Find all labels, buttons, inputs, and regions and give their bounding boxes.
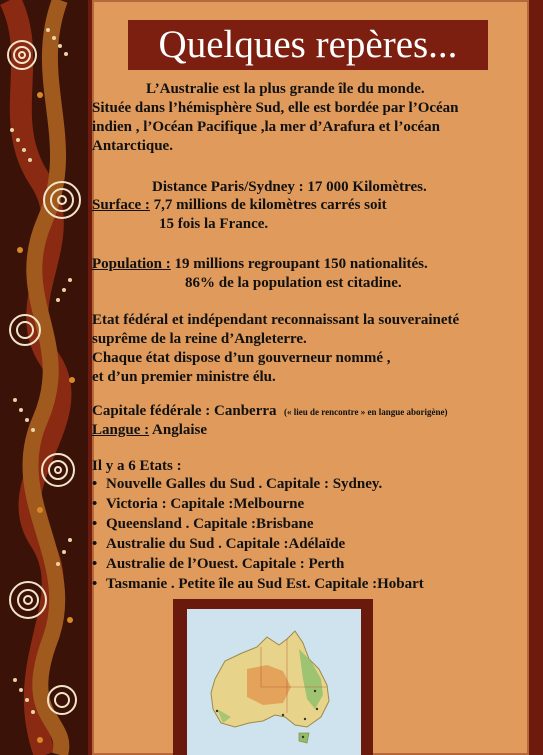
capital-line	[92, 402, 447, 422]
capital-text: Capitale fédérale : Canberra	[92, 403, 277, 419]
states-heading: Il y a 6 Etats :	[92, 458, 182, 474]
intro-line-1: L’Australie est la plus grande île du monde.	[146, 81, 425, 97]
map-frame	[173, 599, 373, 755]
language-line	[92, 421, 207, 440]
population-line-2: 86% de la population est citadine.	[185, 275, 402, 291]
list-item: • Nouvelle Galles du Sud . Capitale : Sydney.	[92, 476, 383, 492]
population-line-1	[92, 255, 428, 274]
government-line-1: Etat fédéral et indépendant reconnaissant la souveraineté	[92, 312, 460, 328]
right-frame	[529, 0, 543, 755]
list-item: • Australie du Sud . Capitale :Adélaïde	[92, 536, 346, 552]
population-label: Population :	[92, 256, 171, 272]
intro-line-3: indien , l’Océan Pacifique ,la mer d’Arafura et l’océan	[92, 119, 441, 135]
surface-line-1	[92, 196, 387, 215]
language-value: Anglaise	[149, 422, 208, 438]
government-line-4: et d’un premier ministre élu.	[92, 369, 276, 385]
aboriginal-art-border	[0, 0, 88, 755]
capital-note: (« lieu de rencontre » en langue aborigène)	[284, 407, 448, 417]
intro-line-2: Située dans l’hémisphère Sud, elle est bordée par l’Océan	[92, 100, 459, 116]
distance-text: Distance Paris/Sydney : 17 000 Kilomètres.	[152, 179, 427, 195]
list-item: • Queensland . Capitale :Brisbane	[92, 516, 314, 532]
content-page	[92, 0, 529, 755]
surface-line-2: 15 fois la France.	[159, 216, 269, 232]
page-title: Quelques repères...	[128, 20, 488, 70]
surface-value: 7,7 millions de kilomètres carrés soit	[149, 197, 387, 213]
list-item: • Victoria : Capitale :Melbourne	[92, 496, 305, 512]
government-line-2: suprême de la reine d’Angleterre.	[92, 331, 307, 347]
surface-label: Surface :	[92, 197, 150, 213]
list-item: • Australie de l’Ouest. Capitale : Perth	[92, 556, 345, 572]
intro-line-4: Antarctique.	[92, 138, 173, 154]
language-label: Langue :	[92, 422, 150, 438]
australia-map-image	[187, 609, 361, 755]
government-line-3: Chaque état dispose d’un gouverneur nommé ,	[92, 350, 391, 366]
population-value: 19 millions regroupant 150 nationalités.	[170, 256, 428, 272]
list-item: • Tasmanie . Petite île au Sud Est. Capitale :Hobart	[92, 576, 424, 592]
